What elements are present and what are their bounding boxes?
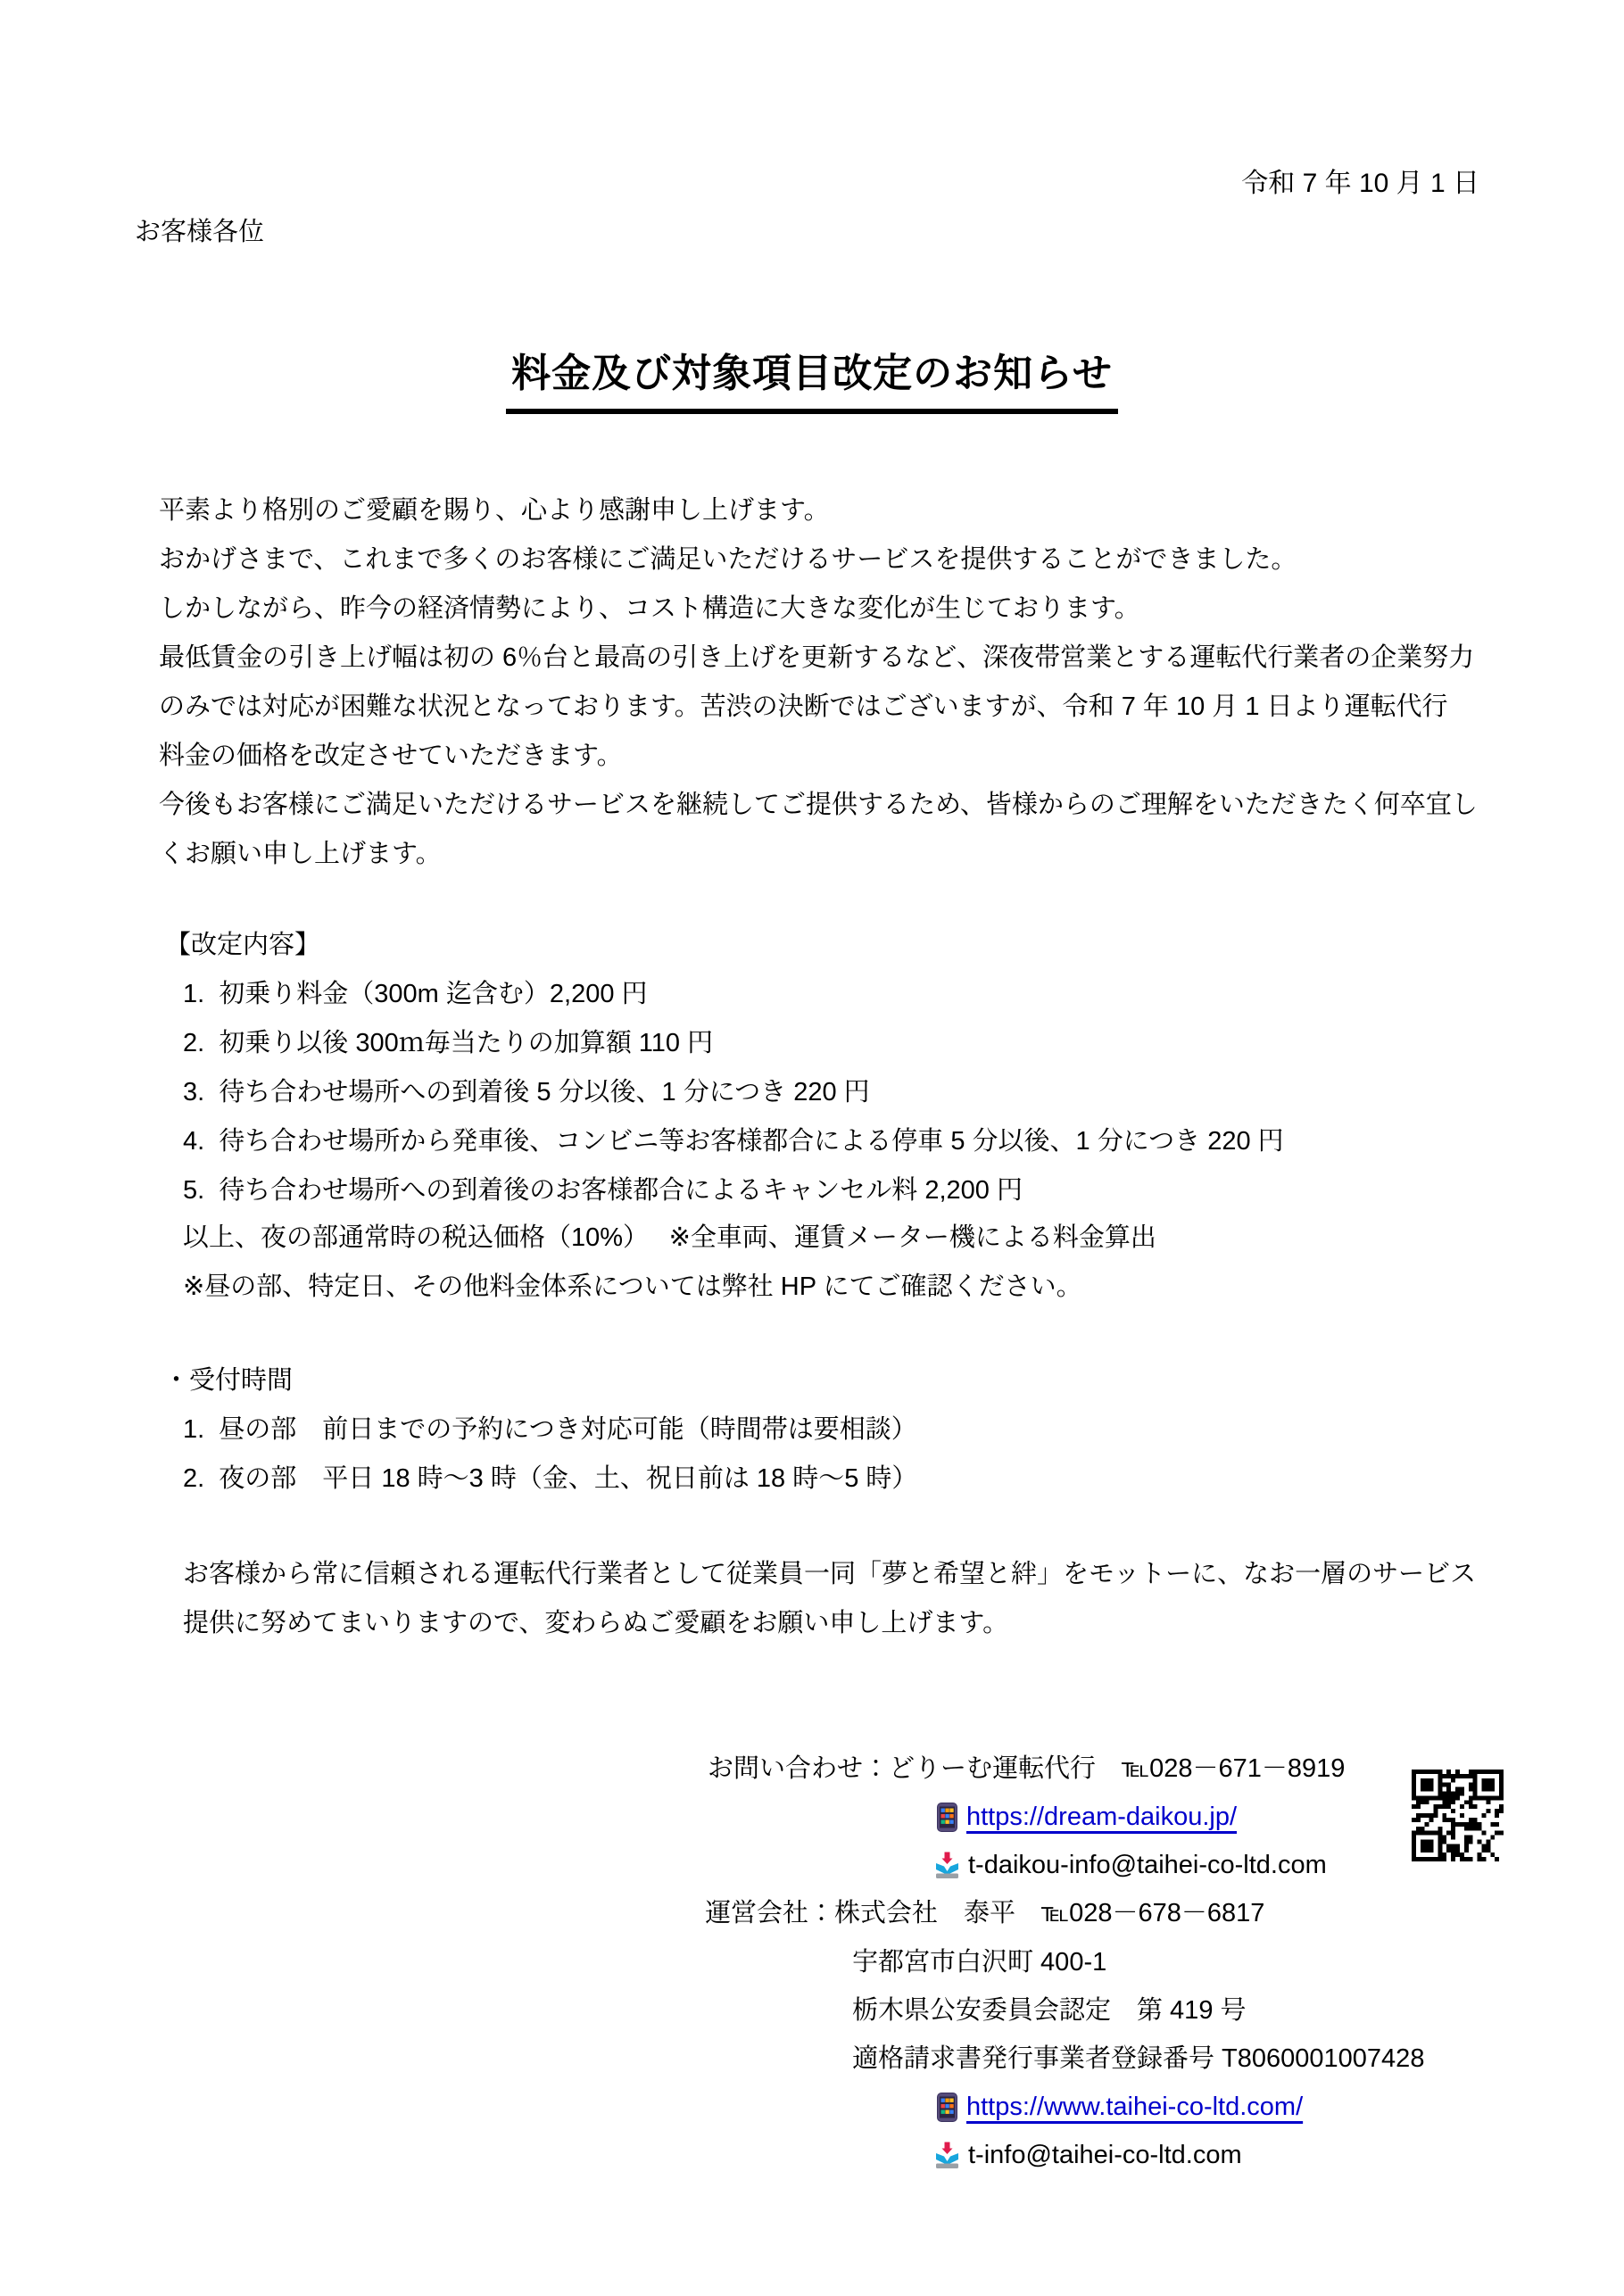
revision-heading: 【改定内容】 [165, 931, 321, 959]
closing-line: 提供に努めてまいりますので、変わらぬご愛顧をお願い申し上げます。 [183, 1609, 1009, 1637]
intro-line: おかげさまで、これまで多くのお客様にご満足いただけるサービスを提供することができました。 [159, 545, 1297, 574]
certification-line: 栃木県公安委員会認定 第 419 号 [852, 1996, 1247, 2025]
revision-item: 1. 初乗り料金（300m 迄含む）2,200 円 [183, 980, 648, 1008]
document-date: 令和 7 年 10 月 1 日 [1241, 169, 1479, 198]
document-title-text: 料金及び対象項目改定のお知らせ [506, 341, 1118, 414]
closing-paragraph [183, 1550, 1476, 1648]
revision-section [165, 921, 320, 970]
website-link-taihei[interactable]: https://www.taihei-co-ltd.com/ [966, 2093, 1304, 2121]
email-line-taihei [935, 2131, 1242, 2180]
inbox-mail-icon [935, 1852, 959, 1879]
mobile-phone-icon [937, 2093, 957, 2122]
email-line-dream [935, 1841, 1327, 1890]
revision-item: 5. 待ち合わせ場所への到着後のお客様都合によるキャンセル料 2,200 円 [183, 1176, 1023, 1205]
intro-line: 平素より格別のご愛顧を賜り、心より感謝申し上げます。 [159, 496, 830, 525]
document-title [0, 341, 1624, 414]
reception-item: 1. 昼の部 前日までの予約につき対応可能（時間帯は要相談） [183, 1415, 917, 1444]
email-address-dream: t-daikou-info@taihei-co-ltd.com [968, 1851, 1327, 1879]
email-address-taihei: t-info@taihei-co-ltd.com [968, 2141, 1242, 2169]
invoice-registration-line: 適格請求書発行事業者登録番号 T8060001007428 [852, 2044, 1425, 2073]
reception-heading: ・受付時間 [163, 1366, 294, 1395]
company-address: 宇都宮市白沢町 400-1 [852, 1948, 1107, 1977]
company-line: 運営会社：株式会社 泰平 ℡028－678－6817 [705, 1899, 1265, 1927]
revision-item: 3. 待ち合わせ場所への到着後 5 分以後、1 分につき 220 円 [183, 1078, 870, 1107]
intro-line: 料金の価格を改定させていただきます。 [159, 742, 623, 770]
intro-line: 最低賃金の引き上げ幅は初の 6％台と最高の引き上げを更新するなど、深夜帯営業とする運転代行業者の企業努力 [159, 643, 1475, 672]
revision-notes [183, 1214, 1156, 1312]
reception-hours-section [163, 1356, 293, 1405]
website-line-taihei [937, 2083, 1303, 2132]
website-line-dream [937, 1793, 1237, 1842]
mobile-phone-icon [937, 1803, 957, 1832]
inbox-mail-icon [935, 2142, 959, 2169]
closing-line: お客様から常に信頼される運転代行業者として従業員一同「夢と希望と絆」をモットーに、なお一層のサービス [183, 1560, 1477, 1588]
reception-hours-list [183, 1405, 917, 1504]
revision-item: 4. 待ち合わせ場所から発車後、コンビニ等お客様都合による停車 5 分以後、1 分につき 220 円 [183, 1127, 1284, 1156]
qr-code [1412, 1770, 1504, 1861]
addressee: お客様各位 [135, 218, 265, 246]
revision-note: ※昼の部、特定日、その他料金体系については弊社 HP にてご確認ください。 [183, 1272, 1082, 1301]
intro-paragraphs [159, 486, 1478, 879]
revision-item: 2. 初乗り以後 300ｍ毎当たりの加算額 110 円 [183, 1029, 714, 1057]
intro-line: 今後もお客様にご満足いただけるサービスを継続してご提供するため、皆様からのご理解をいただきたく何卒宜し [159, 791, 1478, 819]
revision-item-list [183, 970, 1284, 1215]
intro-line: くお願い申し上げます。 [159, 840, 442, 868]
reception-item: 2. 夜の部 平日 18 時～3 時（金、土、祝日前は 18 時～5 時） [183, 1464, 918, 1493]
intro-line: しかしながら、昨今の経済情勢により、コスト構造に大きな変化が生じております。 [159, 594, 1140, 623]
intro-line: のみでは対応が困難な状況となっております。苦渋の決断ではございますが、令和 7 年 10 月 1 日より運転代行 [159, 692, 1448, 721]
revision-note: 以上、夜の部通常時の税込価格（10%） ※全車両、運賃メーター機による料金算出 [183, 1223, 1156, 1252]
website-link-dream[interactable]: https://dream-daikou.jp/ [966, 1803, 1238, 1831]
contact-line: お問い合わせ：どりーむ運転代行 ℡028－671－8919 [708, 1754, 1346, 1783]
